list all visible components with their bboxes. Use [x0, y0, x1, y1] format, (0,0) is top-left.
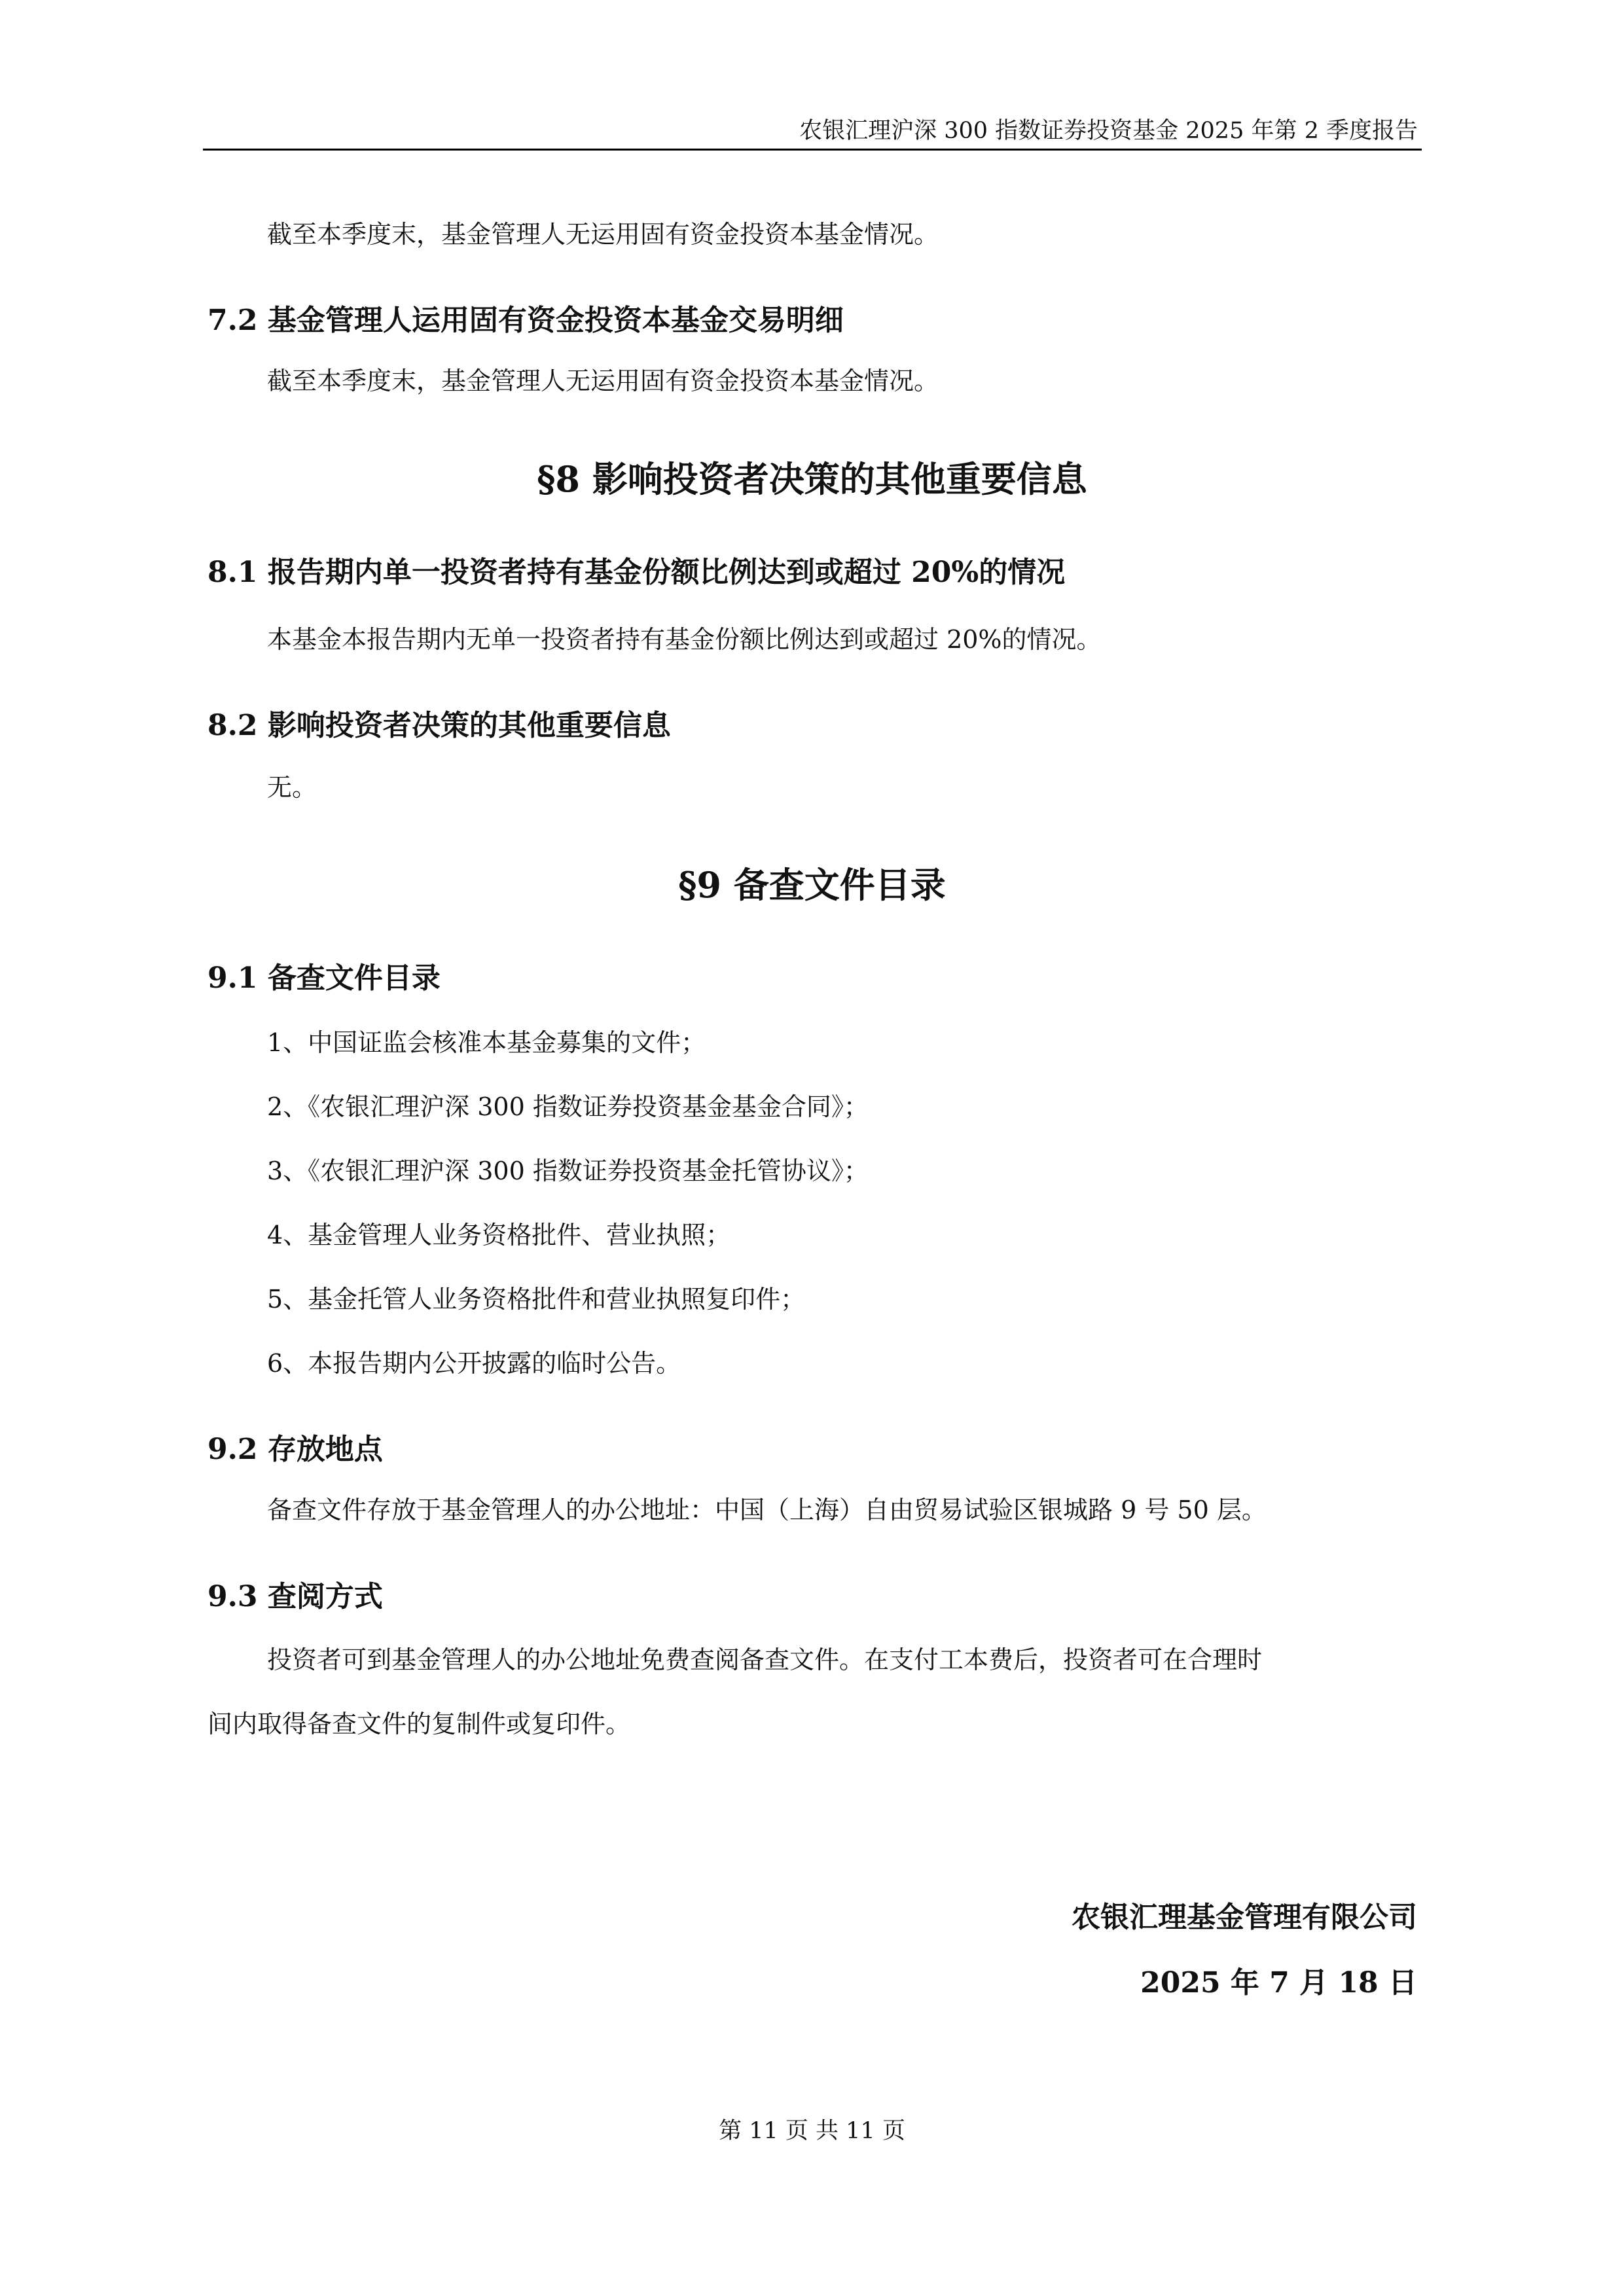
s8-2-text: 无。 [267, 773, 317, 802]
s8-2-heading: 8.2 影响投资者决策的其他重要信息 [208, 709, 671, 742]
s9-3-heading: 9.3 查阅方式 [208, 1580, 383, 1613]
s9-3-text-line1: 投资者可到基金管理人的办公地址免费查阅备查文件。在支付工本费后，投资者可在合理时 [267, 1645, 1263, 1674]
s8-1-heading: 8.1 报告期内单一投资者持有基金份额比例达到或超过 20%的情况 [208, 556, 1066, 589]
section-8-title: §8 影响投资者决策的其他重要信息 [537, 458, 1087, 500]
s7-2-heading: 7.2 基金管理人运用固有资金投资本基金交易明细 [208, 304, 844, 337]
page-number: 第 11 页 共 11 页 [719, 2118, 905, 2144]
s7-1-text: 截至本季度末，基金管理人无运用固有资金投资本基金情况。 [267, 220, 939, 249]
list-item: 1、中国证监会核准本基金募集的文件； [267, 1028, 706, 1057]
list-item: 6、本报告期内公开披露的临时公告。 [267, 1349, 681, 1378]
list-item: 2、《农银汇理沪深 300 指数证券投资基金基金合同》； [267, 1092, 869, 1121]
s9-1-heading: 9.1 备查文件目录 [208, 961, 441, 995]
signature-date: 2025 年 7 月 18 日 [1140, 1966, 1417, 2000]
s9-2-text: 备查文件存放于基金管理人的办公地址：中国（上海）自由贸易试验区银城路 9 号 50 层。 [267, 1496, 1267, 1524]
running-header: 农银汇理沪深 300 指数证券投资基金 2025 年第 2 季度报告 [799, 118, 1418, 144]
header-rule [203, 149, 1422, 151]
s9-3-text-line2: 间内取得备查文件的复制件或复印件。 [208, 1710, 631, 1738]
list-item: 5、基金托管人业务资格批件和营业执照复印件； [267, 1285, 806, 1314]
s8-1-text: 本基金本报告期内无单一投资者持有基金份额比例达到或超过 20%的情况。 [267, 625, 1102, 654]
s9-2-heading: 9.2 存放地点 [208, 1433, 383, 1466]
s7-2-text: 截至本季度末，基金管理人无运用固有资金投资本基金情况。 [267, 367, 939, 395]
list-item: 3、《农银汇理沪深 300 指数证券投资基金托管协议》； [267, 1157, 869, 1185]
section-9-title: §9 备查文件目录 [678, 864, 946, 906]
list-item: 4、基金管理人业务资格批件、营业执照； [267, 1221, 731, 1249]
signature-company: 农银汇理基金管理有限公司 [1072, 1901, 1417, 1934]
